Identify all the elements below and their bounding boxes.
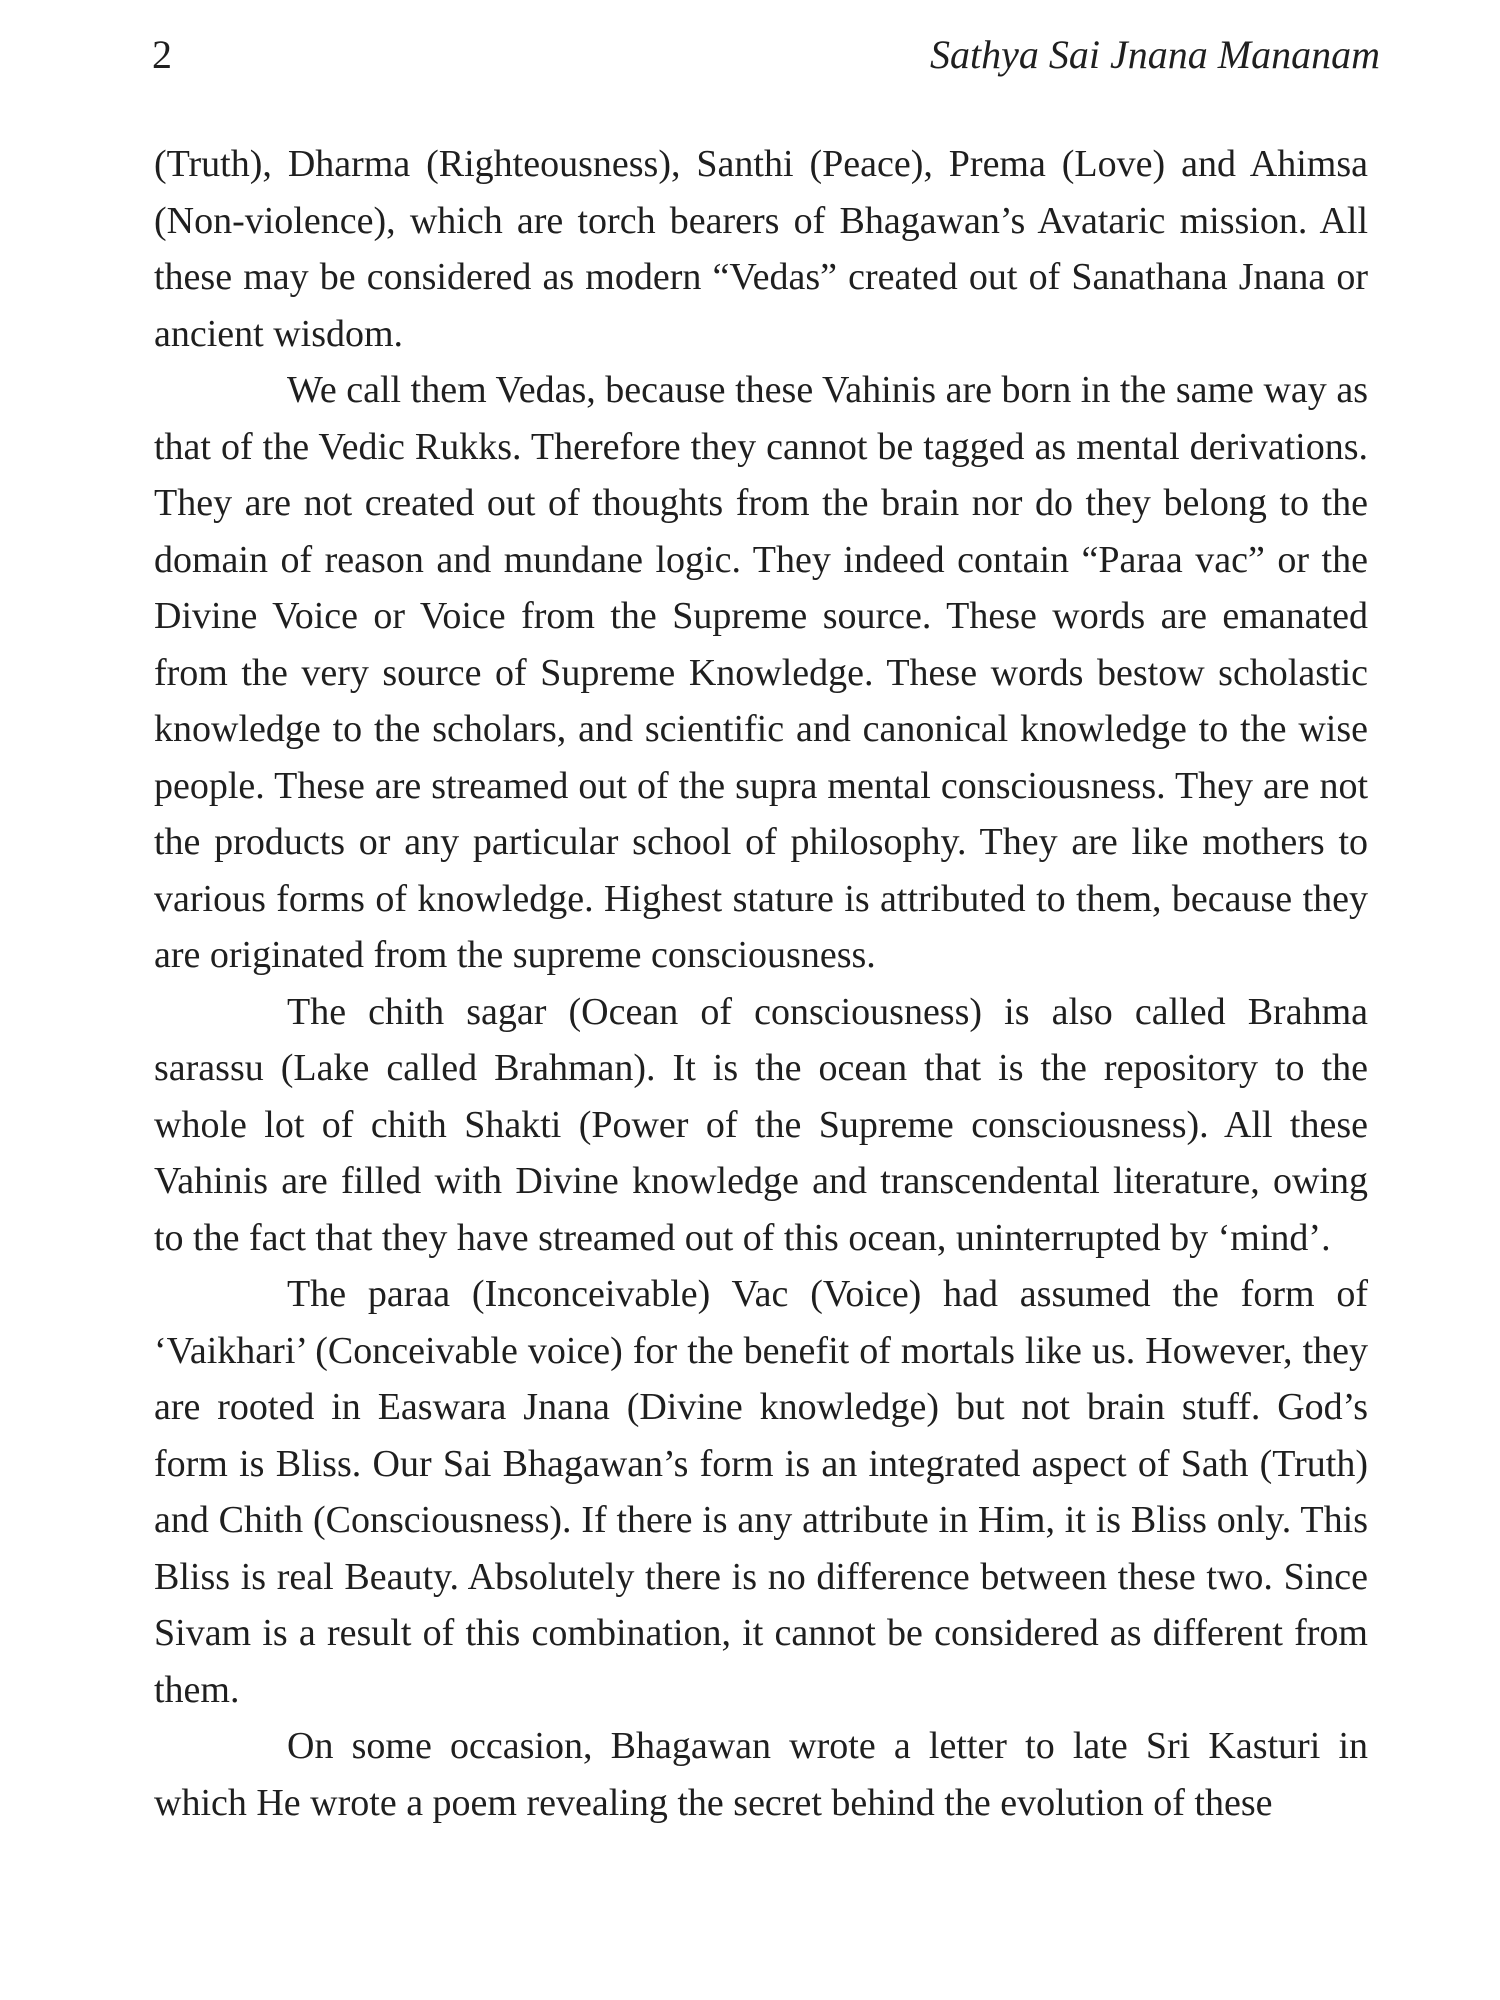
running-head: Sathya Sai Jnana Mananam: [930, 32, 1380, 77]
paragraph: The paraa (Inconceivable) Vac (Voice) had assumed the form of ‘Vaikhari’ (Conceivable voice) for the benefit of mortals like us. However, they are rooted in Easwara Jnana (Divine knowledge) but not brain stuff. God’s form is Bliss. Our Sai Bhagawan’s form is an integrated aspect of Sath (Truth) and Chith (Consciousness). If there is any attribute in Him, it is Bliss only. This Bliss is real Beauty. Absolutely there is no difference between these two. Since Sivam is a result of this combination, it cannot be considered as different from them.: [154, 1273, 1368, 1711]
body-text: [154, 136, 1368, 1831]
paragraph: We call them Vedas, because these Vahinis are born in the same way as that of the Vedic Rukks. Therefore they cannot be tagged as mental derivations. They are not created out of thoughts from the brain nor do they belong to the domain of reason and mundane logic. They indeed contain “Paraa vac” or the Divine Voice or Voice from the Supreme source. These words are emanated from the very source of Supreme Knowledge. These words bestow scholastic knowledge to the scholars, and scientific and canonical knowledge to the wise people. These are streamed out of the supra mental consciousness. They are not the products or any particular school of philosophy. They are like mothers to various forms of knowledge. Highest stature is attributed to them, because they are originated from the supreme consciousness.: [154, 369, 1368, 976]
page-number: 2: [152, 32, 172, 77]
paragraph: (Truth), Dharma (Righteousness), Santhi (Peace), Prema (Love) and Ahimsa (Non-violence), which are torch bearers of Bhagawan’s Avataric mission. All these may be considered as modern “Vedas” created out of Sanathana Jnana or ancient wisdom.: [154, 143, 1368, 355]
paragraph: On some occasion, Bhagawan wrote a letter to late Sri Kasturi in which He wrote a poem revealing the secret behind the evolution of these: [154, 1725, 1368, 1824]
paragraph: The chith sagar (Ocean of consciousness) is also called Brahma sarassu (Lake called Brahman). It is the ocean that is the repository to the whole lot of chith Shakti (Power of the Supreme consciousness). All these Vahinis are filled with Divine knowledge and transcendental literature, owing to the fact that they have streamed out of this ocean, uninterrupted by ‘mind’.: [154, 990, 1368, 1259]
